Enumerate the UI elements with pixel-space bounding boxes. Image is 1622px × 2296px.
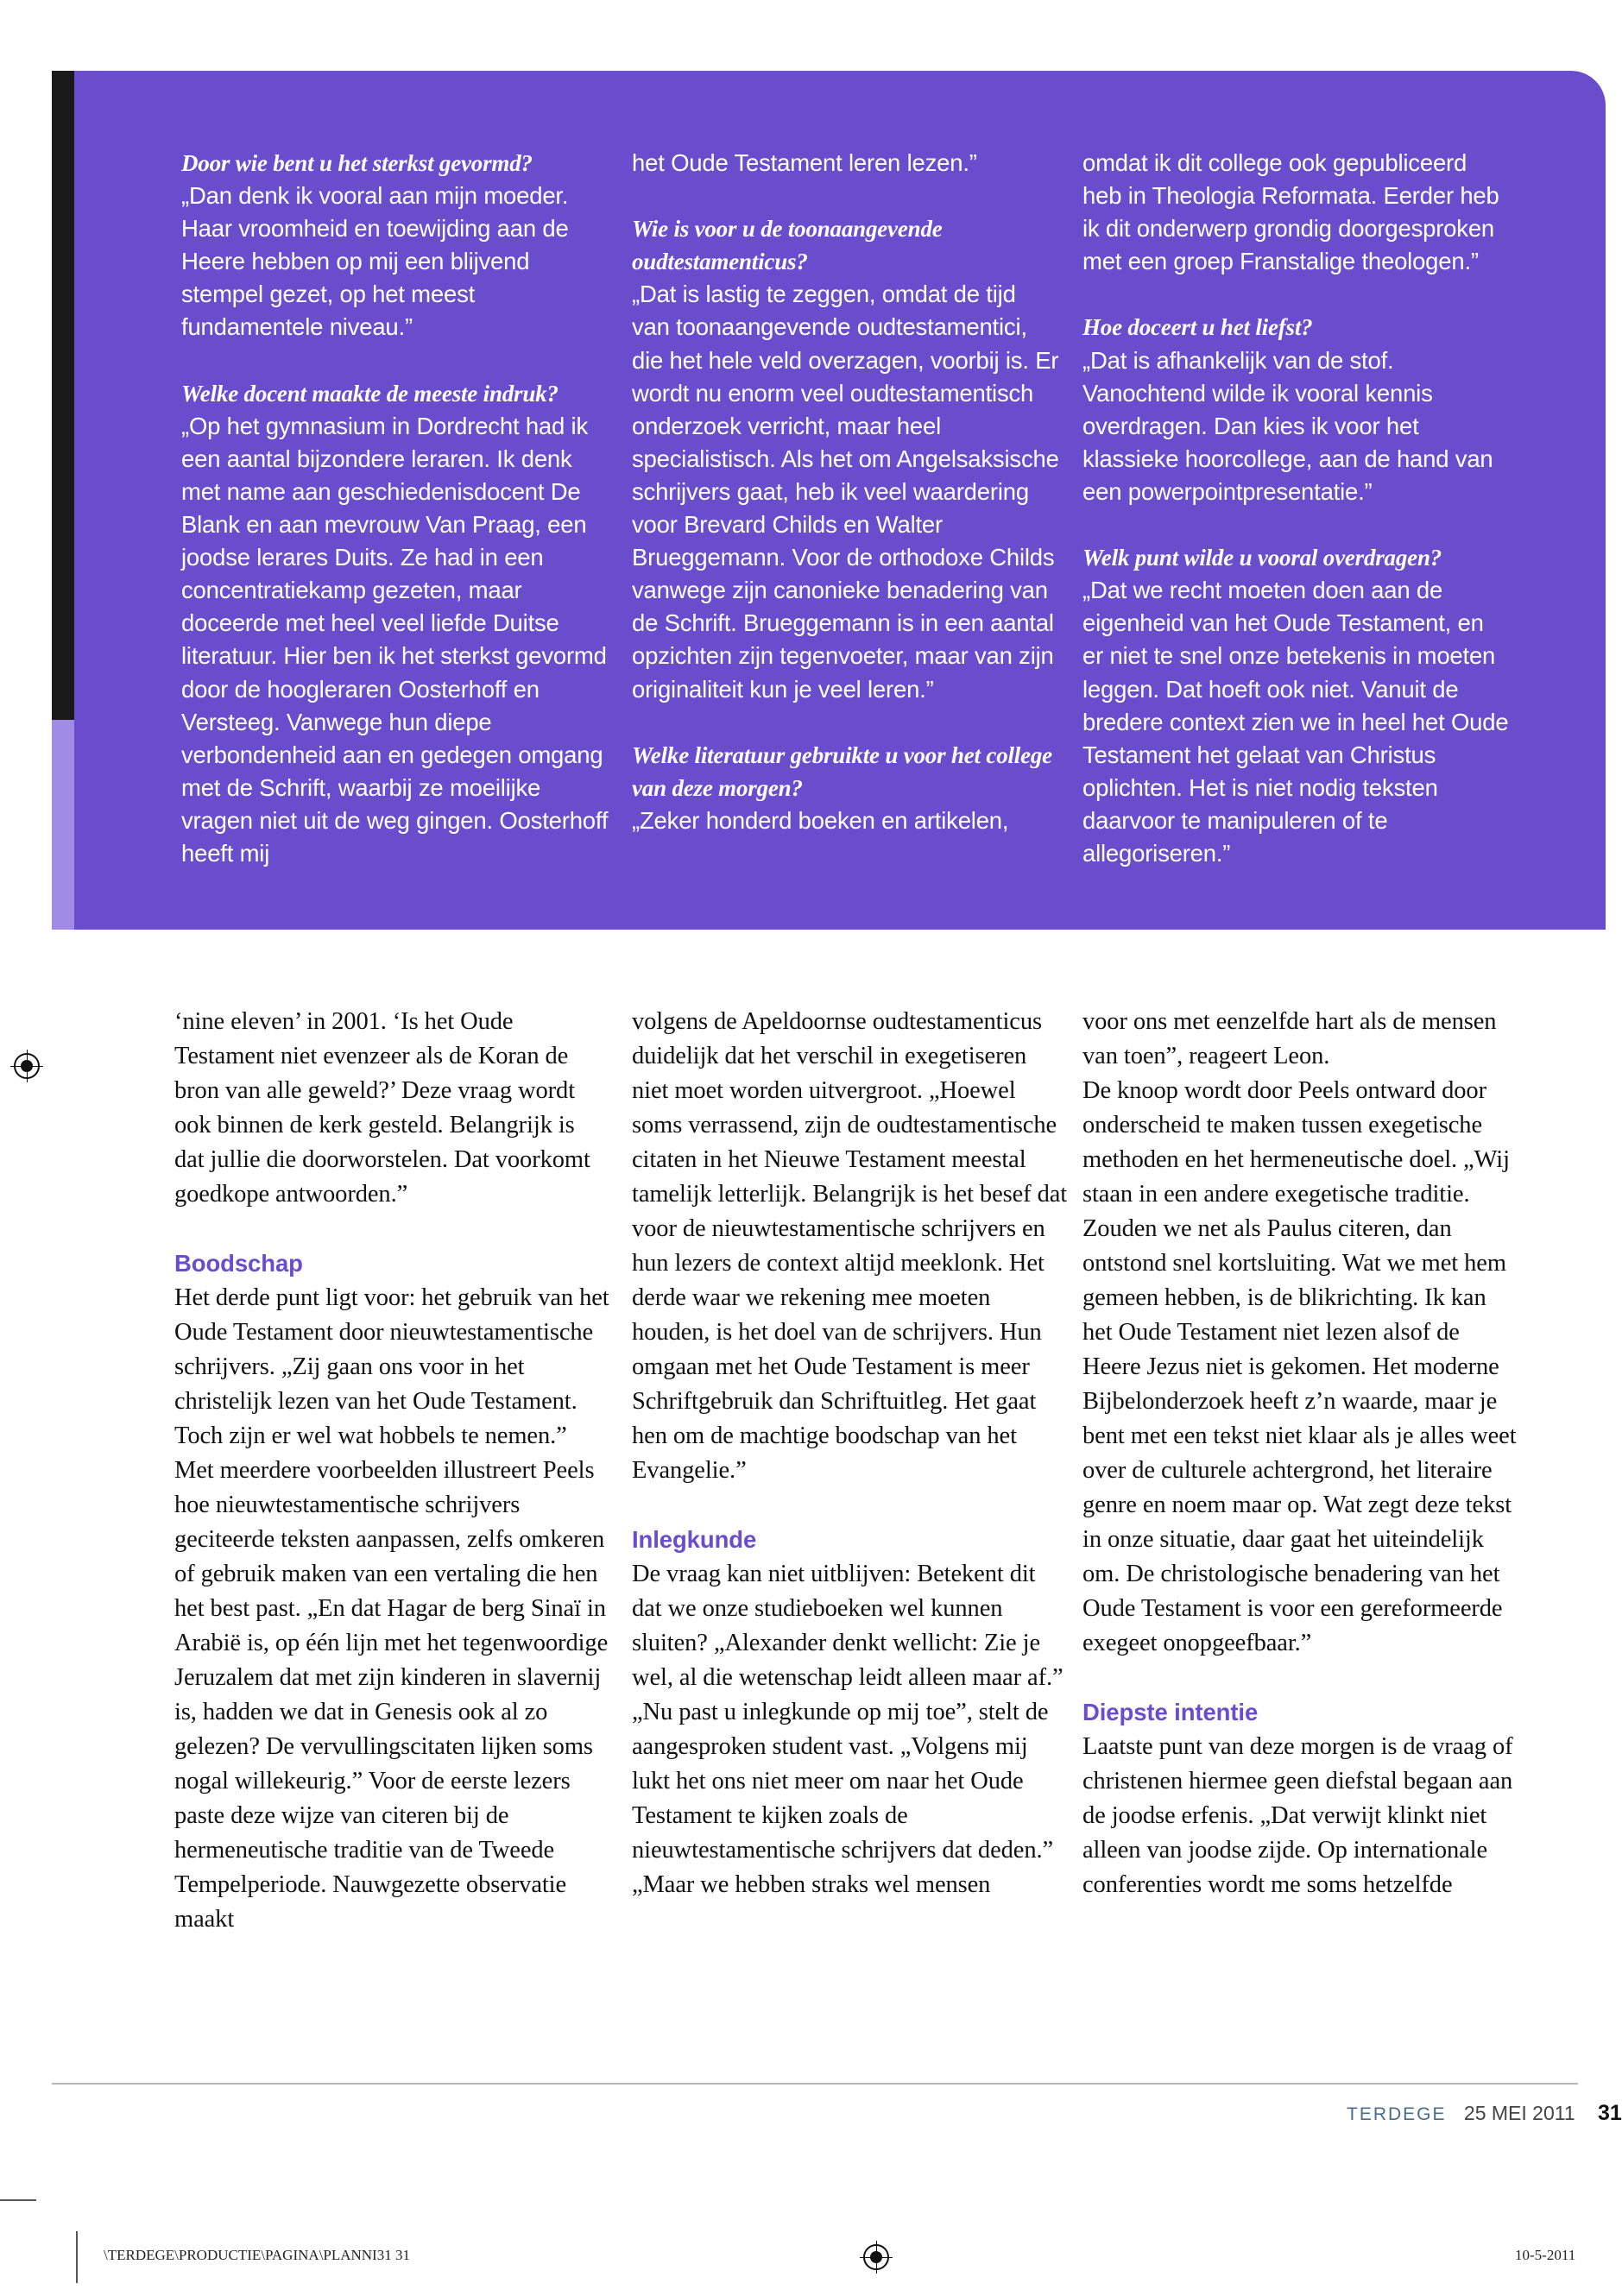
- print-slug-path: \TERDEGE\PRODUCTIE\PAGINA\PLANNI31 31: [104, 2247, 410, 2263]
- interview-answer: omdat ik dit college ook gepubliceerd heb in Theologia Reformata. Eerder heb ik dit onderwerp grondig doorgesproken met een groep Franstalige theologen.”: [1082, 149, 1499, 275]
- issue-date: 25 MEI 2011: [1463, 2102, 1575, 2124]
- article-paragraph: Het derde punt ligt voor: het gebruik van het Oude Testament door nieuwtestamentische schrijvers. „Zij gaan ons voor in het christelijk lezen van het Oude Testament. Toch zijn er wel wat hobbels te nemen.” Met meerdere voorbeelden illustreert Peels hoe nieuwtestamentische schrijvers geciteerde teksten aanpassen, zelfs omkeren of gebruik maken van een vertaling die hen het best past. „En dat Hagar de berg Sinaï in Arabië is, op één lijn met het tegenwoordige Jeruzalem dat met zijn kinderen in slavernij is, hadden we dat in Genesis ook al zo gelezen? De vervullingscitaten lijken soms nogal willekeurig.” Voor de eerste lezers paste deze wijze van citeren bij de hermeneutische traditie van de Tweede Tempelperiode. Nauwgezette observatie maakt: [174, 1284, 609, 1933]
- interview-question: Welke literatuur gebruikte u voor het college van deze morgen?: [632, 741, 1052, 801]
- article-paragraph: De knoop wordt door Peels ontward door onderscheid te maken tussen exegetische methoden en het hermeneutische doel. „Wij staan in een andere exegetische traditie. Zouden we net als Paulus citeren, dan ontstond snel kortsluiting. Wat we met hem gemeen hebben, is de blikrichting. Ik kan het Oude Testament niet lezen alsof de Heere Jezus niet is gekomen. Het moderne Bijbelonderzoek heeft z’n waarde, maar je bent met een tekst niet klaar als je alles weet over de culturele achtergrond, het literaire genre en noem maar op. Wat zegt deze tekst in onze situatie, daar gaat het uiteindelijk om. De christologische benadering van het Oude Testament is voor een gereformeerde exegeet onopgeefbaar.”: [1082, 1077, 1517, 1656]
- registration-mark-icon: [14, 1053, 40, 1079]
- section-heading: Inlegkunde: [632, 1526, 757, 1553]
- crop-mark: [0, 2199, 36, 2201]
- interview-answer: „Dan denk ik vooral aan mijn moeder. Haar vroomheid en toewijding aan de Heere hebben op mij een blijvend stempel gezet, op het meest fundamentele niveau.”: [181, 182, 569, 341]
- interview-question: Door wie bent u het sterkst gevormd?: [181, 150, 533, 176]
- article-paragraph: Laatste punt van deze morgen is de vraag of christenen hiermee geen diefstal begaan aan de joodse erfenis. „Dat verwijt klinkt niet alleen van joodse zijde. Op internationale conferenties wordt me soms hetzelfde: [1082, 1733, 1513, 1898]
- interview-answer: het Oude Testament leren lezen.”: [632, 149, 977, 176]
- page-number: 31: [1598, 2101, 1622, 2125]
- crop-mark: [76, 2231, 78, 2283]
- article-column-3: [1082, 1005, 1518, 1902]
- article-paragraph: „Nu past u inlegkunde op mij toe”, stelt de aangesproken student vast. „Volgens mij lukt het ons niet meer om naar het Oude Testament te kijken zoals de nieuwtestamentische schrijvers dat deden.”: [632, 1699, 1054, 1864]
- article-column-1: [174, 1005, 610, 1937]
- interview-answer: „Op het gymnasium in Dordrecht had ik een aantal bijzondere leraren. Ik denk met name aan geschiedenisdocent De Blank en aan mevrouw Van Praag, een joodse lerares Duits. Ze had in een concentratiekamp gezeten, maar doceerde met heel veel liefde Duitse literatuur. Hier ben ik het sterkst gevormd door de hoogleraren Oosterhoff en Versteeg. Vanwege hun diepe verbondenheid aan en gedegen omgang met de Schrift, waarbij ze moeilijke vragen niet uit de weg gingen. Oosterhoff heeft mij: [181, 412, 609, 867]
- page-footer: [1347, 2101, 1622, 2126]
- magazine-name: TERDEGE: [1347, 2104, 1447, 2124]
- article-column-2: [632, 1005, 1068, 1902]
- registration-mark-icon: [863, 2244, 889, 2270]
- article-paragraph: ‘nine eleven’ in 2001. ‘Is het Oude Testament niet evenzeer als de Koran de bron van alle geweld?’ Deze vraag wordt ook binnen de kerk gesteld. Belangrijk is dat jullie die doorworstelen. Dat voorkomt goedkope antwoorden.”: [174, 1008, 590, 1208]
- section-heading: Diepste intentie: [1082, 1699, 1259, 1725]
- footer-rule: [52, 2083, 1578, 2085]
- interview-answer: „Dat is afhankelijk van de stof. Vanochtend wilde ik vooral kennis overdragen. Dan kies ik voor het klassieke hoorcollege, aan de hand van een powerpointpresentatie.”: [1082, 346, 1493, 505]
- article-paragraph: voor ons met eenzelfde hart als de mensen van toen”, reageert Leon.: [1082, 1008, 1497, 1069]
- print-slug-date: 10-5-2011: [1515, 2247, 1576, 2263]
- photo-edge-strip-light: [52, 720, 74, 930]
- interview-question: Wie is voor u de toonaangevende oudtestamenticus?: [632, 216, 943, 275]
- interview-column-1: [181, 147, 609, 870]
- interview-column-2: [632, 147, 1059, 837]
- article-paragraph: volgens de Apeldoornse oudtestamenticus duidelijk dat het verschil in exegetiseren niet moet worden uitvergroot. „Hoewel soms verrassend, zijn de oudtestamentische citaten in het Nieuwe Testament meestal tamelijk letterlijk. Belangrijk is het besef dat voor de nieuwtestamentische schrijvers en hun lezers de context altijd meeklonk. Het derde waar we rekening mee moeten houden, is het doel van de schrijvers. Hun omgaan met het Oude Testament is meer Schriftgebruik dan Schriftuitleg. Het gaat hen om de machtige boodschap van het Evangelie.”: [632, 1008, 1068, 1484]
- article-paragraph: De vraag kan niet uitblijven: Betekent dit dat we onze studieboeken wel kunnen sluiten? „Alexander denkt wellicht: Zie je wel, al die wetenschap leidt alleen maar af.”: [632, 1561, 1063, 1691]
- interview-question: Welke docent maakte de meeste indruk?: [181, 380, 559, 407]
- interview-question: Welk punt wilde u vooral overdragen?: [1082, 545, 1442, 571]
- interview-answer: „Dat we recht moeten doen aan de eigenheid van het Oude Testament, en er niet te snel onze betekenis in moeten leggen. Dat hoeft ook niet. Vanuit de bredere context zien we in heel het Oude Testament het gelaat van Christus oplichten. Het is niet nodig teksten daarvoor te manipuleren of te allegoriseren.”: [1082, 577, 1509, 867]
- section-heading: Boodschap: [174, 1250, 303, 1277]
- interview-question: Hoe doceert u het liefst?: [1082, 314, 1313, 341]
- photo-edge-strip: [52, 71, 74, 720]
- interview-answer: „Zeker honderd boeken en artikelen,: [632, 806, 1009, 834]
- article-paragraph: „Maar we hebben straks wel mensen: [632, 1871, 991, 1898]
- interview-column-3: [1082, 147, 1510, 870]
- interview-answer: „Dat is lastig te zeggen, omdat de tijd van toonaangevende oudtestamentici, die het hele veld overzagen, voorbij is. Er wordt nu enorm veel oudtestamentisch onderzoek verricht, maar heel specialistisch. Als het om Angelsaksische schrijvers gaat, heb ik veel waardering voor Brevard Childs en Walter Brueggemann. Voor de orthodoxe Childs vanwege zijn canonieke benadering van de Schrift. Brueggemann is in een aantal opzichten zijn tegenvoeter, maar van zijn originaliteit kun je veel leren.”: [632, 281, 1059, 703]
